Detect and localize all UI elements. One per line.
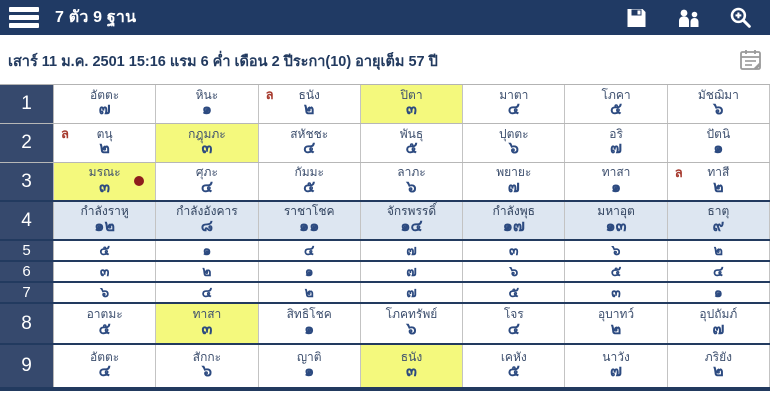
chart-cell <box>54 124 156 162</box>
chart-cell <box>463 304 565 343</box>
chart-cell <box>54 163 156 200</box>
cell-value: ๑๗ <box>502 217 525 235</box>
chart-cell <box>361 283 463 302</box>
chart-cell <box>54 262 156 281</box>
cell-value: ๔ <box>98 363 111 381</box>
cell-label: นาวัง <box>602 349 630 364</box>
cell-label: อุปถัมภ์ <box>699 307 738 322</box>
cell-value: ๙ <box>712 217 725 235</box>
cell-value: ๓ <box>508 242 519 259</box>
cell-value: ๗ <box>507 178 520 196</box>
chart-cell <box>54 283 156 302</box>
cell-label: สิทธิโชค <box>286 307 332 322</box>
cell-value: ๕ <box>303 178 316 196</box>
cell-label: กฎุมภะ <box>188 126 226 141</box>
chart-cell <box>463 345 565 387</box>
chart-cell <box>565 163 667 200</box>
cell-value: ๑๔ <box>400 217 423 235</box>
cell-label: ลาภะ <box>397 165 426 180</box>
cell-label: มรณะ <box>88 165 121 180</box>
cell-label: กำลังราหู <box>80 204 129 219</box>
row-number: 8 <box>0 304 54 343</box>
table-row <box>0 202 770 241</box>
cell-value: ๑ <box>610 178 622 196</box>
row-number: 9 <box>0 345 54 387</box>
table-row <box>0 262 770 283</box>
cell-value: ๓ <box>201 320 213 338</box>
cell-label: กำลังพุธ <box>492 204 535 219</box>
chart-cell <box>54 202 156 239</box>
cell-label: ภริยัง <box>704 349 732 364</box>
cell-label: จักรพรรดิ์ <box>386 204 437 219</box>
chart-cell <box>54 304 156 343</box>
chart-cell <box>463 85 565 123</box>
chart-cell <box>156 163 258 200</box>
cell-label: ตนุ <box>96 126 113 141</box>
cell-value: ๖ <box>406 320 417 338</box>
chart-cell <box>463 202 565 239</box>
table-row <box>0 345 770 387</box>
cell-value: ๔ <box>200 178 213 196</box>
birth-date-text: เสาร์ 11 ม.ค. 2501 15:16 แรม 6 ค่ำ เดือน 2 ปีระกา(10) อายุเต็ม 57 ปี <box>8 54 438 70</box>
cell-value: ๑ <box>201 101 212 119</box>
red-dot-icon <box>134 176 144 186</box>
cell-label: โภคา <box>601 87 631 102</box>
cell-value: ๕ <box>610 101 623 119</box>
chart-cell <box>259 345 361 387</box>
cell-value: ๖ <box>201 363 212 381</box>
cell-value: ๑ <box>304 363 315 381</box>
chart-cell <box>668 262 770 281</box>
app-bar-actions <box>622 5 770 31</box>
cell-value: ๗ <box>610 140 623 158</box>
cell-value: ๒ <box>713 242 723 259</box>
chart-cell <box>259 85 361 123</box>
cell-value: ๓ <box>99 178 111 196</box>
cell-label: อริ <box>609 126 623 141</box>
table-row <box>0 304 770 345</box>
chart-cell <box>463 262 565 281</box>
chart-cell <box>463 283 565 302</box>
zoom-in-icon[interactable] <box>726 5 754 31</box>
chart-cell <box>361 241 463 260</box>
cell-value: ๑ <box>713 140 724 158</box>
chart-cell <box>668 124 770 162</box>
cell-value: ๖ <box>406 178 417 196</box>
cell-label: ศุภะ <box>195 165 218 180</box>
menu-icon[interactable] <box>9 7 39 28</box>
chart-cell <box>668 283 770 302</box>
cell-label: มาตา <box>499 87 529 102</box>
table-row <box>0 124 770 163</box>
chart-cell <box>156 85 258 123</box>
cell-value: ๑๓ <box>605 217 627 235</box>
cell-value: ๒ <box>713 363 724 381</box>
cell-label: มัชฌิมา <box>697 87 739 102</box>
chart-cell <box>54 345 156 387</box>
cell-value: ๖ <box>508 140 519 158</box>
row-number: 3 <box>0 163 54 200</box>
cell-value: ๑๒ <box>94 217 115 235</box>
cell-value: ๕ <box>610 263 622 280</box>
cell-value: ๖ <box>100 284 110 301</box>
cell-label: มหาอุต <box>597 204 635 219</box>
chart-cell <box>565 85 667 123</box>
cell-value: ๑ <box>713 284 723 301</box>
chart-cell <box>156 202 258 239</box>
chart-cell <box>54 85 156 123</box>
chart-cell <box>259 124 361 162</box>
date-line <box>0 35 770 84</box>
cell-label: ทาสี <box>707 165 730 180</box>
cell-label: พยายะ <box>496 165 532 180</box>
chart-cell <box>259 262 361 281</box>
chart-cell <box>156 304 258 343</box>
cell-value: ๗ <box>610 363 623 381</box>
cell-value: ๖ <box>611 242 621 259</box>
chart-cell <box>565 304 667 343</box>
people-icon[interactable] <box>674 5 702 31</box>
cell-value: ๓ <box>611 284 621 301</box>
cell-label: ปุตตะ <box>498 126 529 141</box>
chart-cell <box>463 163 565 200</box>
cell-value: ๗ <box>98 101 111 119</box>
row-number: 6 <box>0 262 54 281</box>
cell-value: ๒ <box>304 284 314 301</box>
cell-label: ธาตุ <box>707 204 730 219</box>
cell-label: กำลังอังคาร <box>176 204 238 219</box>
row-number: 4 <box>0 202 54 239</box>
cell-label: ธนัง <box>298 87 320 102</box>
cell-value: ๗ <box>406 242 417 259</box>
cell-label: สักกะ <box>192 349 222 364</box>
app-bar <box>0 0 770 35</box>
cell-value: ๕ <box>507 363 520 381</box>
cell-label: อุบาทว์ <box>597 307 635 322</box>
cell-value: ๔ <box>507 320 520 338</box>
cell-value: ๗ <box>712 320 725 338</box>
cell-label: ญาติ <box>296 349 322 364</box>
cell-value: ๒ <box>99 140 110 158</box>
cell-value: ๓ <box>406 101 417 119</box>
table-row <box>0 241 770 262</box>
cell-label: ธนัง <box>400 349 423 364</box>
chart-cell <box>565 345 667 387</box>
table-row <box>0 283 770 304</box>
table-row <box>0 163 770 202</box>
row-number: 7 <box>0 283 54 302</box>
chart-cell <box>668 345 770 387</box>
app-title: 7 ตัว 9 ฐาน <box>55 9 137 26</box>
chart-cell <box>668 241 770 260</box>
cell-value: ๔ <box>507 101 520 119</box>
cell-value: ๕ <box>508 284 520 301</box>
cell-value: ๖ <box>509 263 519 280</box>
row-number: 2 <box>0 124 54 162</box>
cell-label: ทาสา <box>192 307 222 322</box>
cell-value: ๓ <box>99 263 110 280</box>
cell-value: ๒ <box>303 101 315 119</box>
cell-label: โจร <box>503 307 524 322</box>
cell-value: ๑ <box>304 320 315 338</box>
chart-cell <box>156 262 258 281</box>
cell-value: ๖ <box>713 101 724 119</box>
cell-label: กัมมะ <box>294 165 324 180</box>
chart-cell <box>259 241 361 260</box>
cell-label: ทาสา <box>601 165 631 180</box>
cell-value: ๗ <box>406 284 417 301</box>
cell-value: ๕ <box>405 140 418 158</box>
cell-value: ๗ <box>406 263 417 280</box>
table-row <box>0 85 770 124</box>
cell-value: ๔ <box>303 242 315 259</box>
cell-value: ๕ <box>99 242 110 259</box>
cell-label: อัตตะ <box>90 87 120 102</box>
cell-value: ๑ <box>202 242 212 259</box>
chart-cell <box>668 304 770 343</box>
red-marker: ล <box>265 87 274 102</box>
calendar-edit-icon[interactable] <box>738 47 764 73</box>
chart-cell <box>565 262 667 281</box>
row-number: 5 <box>0 241 54 260</box>
cell-value: ๑ <box>304 263 314 280</box>
chart-cell <box>259 283 361 302</box>
cell-label: ปิตา <box>400 87 423 102</box>
chart-cell <box>156 241 258 260</box>
cell-value: ๑๑ <box>299 217 320 235</box>
row-number: 1 <box>0 85 54 123</box>
chart-cell <box>361 262 463 281</box>
chart-cell <box>565 124 667 162</box>
save-icon[interactable] <box>622 5 650 31</box>
chart-cell <box>361 345 463 387</box>
cell-label: เคหัง <box>500 349 527 364</box>
chart-cell <box>361 163 463 200</box>
chart-cell <box>361 304 463 343</box>
cell-value: ๓ <box>406 363 417 381</box>
chart-cell <box>259 163 361 200</box>
cell-value: ๕ <box>98 320 111 338</box>
cell-label: โภคทรัพย์ <box>385 307 438 322</box>
cell-value: ๔ <box>713 263 724 280</box>
red-marker: ล <box>674 165 683 180</box>
chart-cell <box>259 304 361 343</box>
chart-cell <box>668 85 770 123</box>
chart-cell <box>463 124 565 162</box>
chart-cell <box>156 345 258 387</box>
cell-label: สหัชชะ <box>290 126 329 141</box>
chart-cell <box>565 202 667 239</box>
cell-label: อาตมะ <box>86 307 123 322</box>
cell-label: หินะ <box>195 87 219 102</box>
cell-value: ๒ <box>610 320 622 338</box>
cell-value: ๔ <box>303 140 316 158</box>
cell-value: ๒ <box>713 178 724 196</box>
chart-cell <box>361 85 463 123</box>
chart-cell <box>565 241 667 260</box>
chart-cell <box>668 163 770 200</box>
chart-cell <box>361 202 463 239</box>
chart-cell <box>463 241 565 260</box>
chart-cell <box>668 202 770 239</box>
cell-label: ปัตนิ <box>706 126 731 141</box>
chart-cell <box>54 241 156 260</box>
red-marker: ล <box>61 126 69 141</box>
cell-value: ๒ <box>202 263 212 280</box>
chart-table <box>0 84 770 391</box>
chart-cell <box>361 124 463 162</box>
cell-label: อัตตะ <box>90 349 120 364</box>
chart-cell <box>156 283 258 302</box>
chart-cell <box>156 124 258 162</box>
cell-value: ๓ <box>201 140 213 158</box>
cell-value: ๔ <box>201 284 213 301</box>
cell-label: ราชาโชค <box>283 204 335 219</box>
cell-label: พันธุ <box>399 126 424 141</box>
chart-cell <box>565 283 667 302</box>
cell-value: ๘ <box>200 217 214 235</box>
chart-cell <box>259 202 361 239</box>
